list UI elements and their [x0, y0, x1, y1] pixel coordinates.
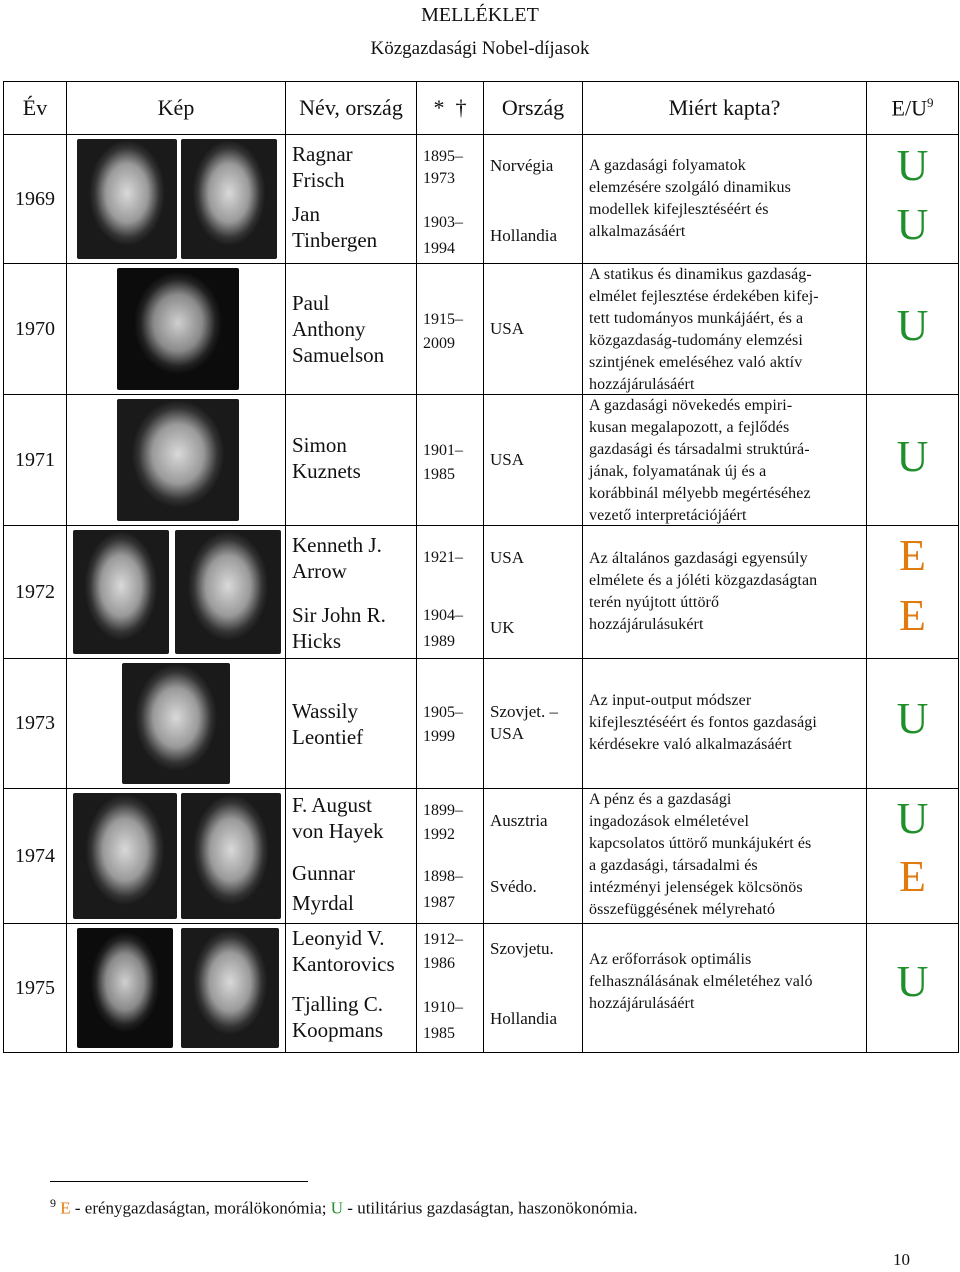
laureate-name: Leonyid V. — [292, 926, 385, 950]
laureate-name: von Hayek — [292, 819, 384, 843]
reason-line: korábbinál mélyebb megértéséhez — [589, 485, 811, 502]
col-image-header: Kép — [67, 82, 286, 135]
life-dates: 1985 — [423, 466, 455, 483]
table-row — [4, 135, 959, 264]
reason-line: kusan megalapozott, a fejlődés — [589, 419, 790, 436]
country: USA — [490, 319, 525, 338]
footnote-e-mark: E — [60, 1198, 71, 1218]
laureate-name: Simon — [292, 433, 347, 457]
country: UK — [490, 618, 515, 637]
footnote-separator — [50, 1181, 308, 1182]
year-cell: 1969 — [4, 135, 67, 264]
laureate-name: Tjalling C. — [292, 992, 383, 1016]
life-dates: 1999 — [423, 728, 455, 745]
name-cell — [286, 264, 417, 395]
life-dates: 1973 — [423, 170, 455, 187]
reason-line: A statikus és dinamikus gazdaság- — [589, 266, 812, 283]
footnote-e-text: - erénygazdaságtan, morálökonómia; — [70, 1198, 331, 1218]
why-cell — [583, 135, 867, 264]
country: USA — [490, 450, 525, 469]
life-dates: 2009 — [423, 335, 455, 352]
name-cell — [286, 924, 417, 1053]
laureate-name: Leontief — [292, 725, 364, 749]
table-row — [4, 924, 959, 1053]
footnote-u-mark: U — [330, 1198, 344, 1218]
footnote-marker: 9 — [926, 94, 934, 110]
eu-cell — [867, 395, 959, 526]
reason-line: alkalmazásáért — [589, 223, 686, 240]
eu-mark: U — [896, 794, 929, 843]
reason-line: intézményi jelenségek kölcsönös — [589, 879, 803, 896]
reason-line: ingadozások elméletével — [589, 813, 750, 830]
table-row — [4, 264, 959, 395]
reason-line: A gazdasági növekedés empiri- — [589, 397, 793, 414]
life-dates: 1992 — [423, 826, 455, 843]
reason-line: gazdasági és társadalmi struktúrá- — [589, 441, 810, 458]
eu-mark: E — [899, 591, 926, 640]
year-cell: 1975 — [4, 924, 67, 1053]
table-row — [4, 395, 959, 526]
portrait-photo — [181, 139, 277, 259]
country-cell — [484, 659, 583, 789]
laureate-name: Wassily — [292, 699, 358, 723]
reason-line: kérdésekre való alkalmazásáért — [589, 736, 792, 753]
laureate-name: Kantorovics — [292, 952, 395, 976]
reason-line: vezető interpretációjáért — [589, 507, 747, 524]
laureate-name: Anthony — [292, 317, 366, 341]
laureate-name: F. August — [292, 793, 373, 817]
life-dates: 1912– — [423, 931, 463, 948]
eu-mark: U — [896, 141, 929, 190]
portrait-photo — [175, 530, 281, 654]
dates-cell — [417, 135, 484, 264]
life-dates: 1989 — [423, 633, 455, 650]
life-dates: 1987 — [423, 894, 455, 911]
eu-mark: E — [899, 852, 926, 901]
reason-line: hozzájárulásáért — [589, 995, 695, 1012]
eu-cell — [867, 135, 959, 264]
country: Ausztria — [490, 811, 548, 830]
country-cell — [484, 135, 583, 264]
country: Szovjetu. — [490, 939, 554, 958]
life-dates: 1895– — [423, 148, 463, 165]
reason-line: felhasználásának elméletéhez való — [589, 973, 813, 990]
laureate-name: Jan — [292, 202, 320, 226]
reason-line: kifejlesztéséért és fontos gazdasági — [589, 714, 817, 731]
life-dates: 1985 — [423, 1025, 455, 1042]
year-cell: 1974 — [4, 789, 67, 924]
name-cell — [286, 135, 417, 264]
reason-line: A gazdasági folyamatok — [589, 157, 746, 174]
name-cell — [286, 789, 417, 924]
nobel-table — [3, 81, 959, 1053]
country: Hollandia — [490, 1009, 558, 1028]
col-why-header: Miért kapta? — [583, 82, 867, 135]
portrait-photo — [73, 793, 177, 919]
portrait-photo — [181, 793, 281, 919]
photo-cell — [67, 264, 286, 395]
reason-line: Az input-output módszer — [589, 692, 752, 709]
reason-line: Az erőforrások optimális — [589, 951, 752, 968]
name-cell — [286, 395, 417, 526]
reason-line: hozzájárulásáért — [589, 376, 695, 393]
country: Szovjet. – — [490, 702, 558, 721]
laureate-name: Kenneth J. — [292, 533, 382, 557]
why-cell — [583, 264, 867, 395]
country: Norvégia — [490, 156, 554, 175]
photo-cell — [67, 924, 286, 1053]
laureate-name: Arrow — [292, 559, 347, 583]
laureate-name: Kuznets — [292, 459, 361, 483]
laureate-name: Ragnar — [292, 142, 353, 166]
reason-line: elemzésére szolgáló dinamikus — [589, 179, 791, 196]
dates-cell — [417, 659, 484, 789]
col-country-header: Ország — [484, 82, 583, 135]
laureate-name: Gunnar — [292, 861, 355, 885]
life-dates: 1901– — [423, 442, 463, 459]
page-number: 10 — [893, 1250, 910, 1269]
reason-line: szintjének emeléséhez való aktív — [589, 354, 803, 371]
country-cell — [484, 789, 583, 924]
life-dates: 1903– — [423, 214, 463, 231]
country-cell — [484, 264, 583, 395]
eu-cell — [867, 924, 959, 1053]
eu-mark: U — [896, 694, 929, 743]
footnote-number: 9 — [50, 1196, 56, 1210]
reason-line: a gazdasági, társadalmi és — [589, 857, 758, 874]
reason-line: elmélet fejlesztése érdekében kifej- — [589, 288, 819, 305]
eu-label: E/U — [891, 95, 927, 121]
dates-cell — [417, 789, 484, 924]
col-year-header: Év — [4, 82, 67, 135]
why-cell — [583, 659, 867, 789]
country: Svédo. — [490, 877, 537, 896]
eu-mark: E — [899, 531, 926, 580]
life-dates: 1898– — [423, 868, 463, 885]
portrait-photo — [117, 268, 239, 390]
life-dates: 1986 — [423, 955, 455, 972]
country-cell — [484, 395, 583, 526]
portrait-photo — [117, 399, 239, 521]
why-cell — [583, 924, 867, 1053]
dates-cell — [417, 264, 484, 395]
life-dates: 1910– — [423, 999, 463, 1016]
col-eu-header — [867, 82, 959, 135]
reason-line: modellek kifejlesztéséért és — [589, 201, 769, 218]
eu-mark: U — [896, 957, 929, 1006]
photo-cell — [67, 395, 286, 526]
why-cell — [583, 789, 867, 924]
year-cell: 1971 — [4, 395, 67, 526]
laureate-name: Sir John R. — [292, 603, 386, 627]
life-dates: 1905– — [423, 704, 463, 721]
country-cell — [484, 924, 583, 1053]
country-cell — [484, 526, 583, 659]
photo-cell — [67, 135, 286, 264]
laureate-name: Koopmans — [292, 1018, 383, 1042]
table-row — [4, 789, 959, 924]
photo-cell — [67, 526, 286, 659]
laureate-name: Samuelson — [292, 343, 385, 367]
why-cell — [583, 526, 867, 659]
annex-subtitle: Közgazdasági Nobel-díjasok — [370, 38, 590, 59]
reason-line: közgazdaság-tudomány elemzési — [589, 332, 803, 349]
table-row — [4, 526, 959, 659]
eu-mark: U — [896, 200, 929, 249]
reason-line: kapcsolatos úttörő munkájukért és — [589, 835, 812, 852]
year-cell: 1973 — [4, 659, 67, 789]
col-dates-header: * † — [417, 82, 484, 135]
dates-cell — [417, 395, 484, 526]
portrait-photo — [73, 530, 169, 654]
reason-line: jának, folyamatának új és a — [589, 463, 767, 480]
eu-mark: U — [896, 301, 929, 350]
reason-line: Az általános gazdasági egyensúly — [589, 550, 808, 567]
life-dates: 1915– — [423, 311, 463, 328]
life-dates: 1921– — [423, 549, 463, 566]
life-dates: 1899– — [423, 802, 463, 819]
eu-cell — [867, 526, 959, 659]
portrait-photo — [122, 663, 230, 784]
year-cell: 1970 — [4, 264, 67, 395]
laureate-name: Paul — [292, 291, 330, 315]
laureate-name: Myrdal — [292, 891, 354, 915]
dates-cell — [417, 526, 484, 659]
col-name-header: Név, ország — [286, 82, 417, 135]
country: USA — [490, 724, 525, 743]
laureate-name: Tinbergen — [292, 228, 378, 252]
reason-line: összefüggésének mélyreható — [589, 901, 776, 918]
year-cell: 1972 — [4, 526, 67, 659]
portrait-photo — [77, 928, 173, 1048]
reason-line: tett tudományos munkájáért, és a — [589, 310, 804, 327]
eu-cell — [867, 264, 959, 395]
laureate-name: Frisch — [292, 168, 345, 192]
reason-line: terén nyújtott úttörő — [589, 594, 720, 611]
footnote — [50, 1196, 638, 1219]
reason-line: hozzájárulásukért — [589, 616, 704, 633]
reason-line: A pénz és a gazdasági — [589, 791, 732, 808]
country: Hollandia — [490, 226, 558, 245]
portrait-photo — [181, 928, 279, 1048]
table-row — [4, 659, 959, 789]
eu-cell — [867, 789, 959, 924]
table-header-row — [4, 82, 959, 135]
eu-cell — [867, 659, 959, 789]
annex-title: MELLÉKLET — [421, 4, 539, 26]
footnote-u-text: - utilitárius gazdaságtan, haszonökonómia. — [343, 1198, 638, 1218]
portrait-photo — [77, 139, 177, 259]
country: USA — [490, 548, 525, 567]
eu-mark: U — [896, 432, 929, 481]
photo-cell — [67, 789, 286, 924]
laureate-name: Hicks — [292, 629, 341, 653]
life-dates: 1994 — [423, 240, 455, 257]
name-cell — [286, 526, 417, 659]
why-cell — [583, 395, 867, 526]
dates-cell — [417, 924, 484, 1053]
reason-line: elmélete és a jóléti közgazdaságtan — [589, 572, 818, 589]
life-dates: 1904– — [423, 607, 463, 624]
name-cell — [286, 659, 417, 789]
photo-cell — [67, 659, 286, 789]
